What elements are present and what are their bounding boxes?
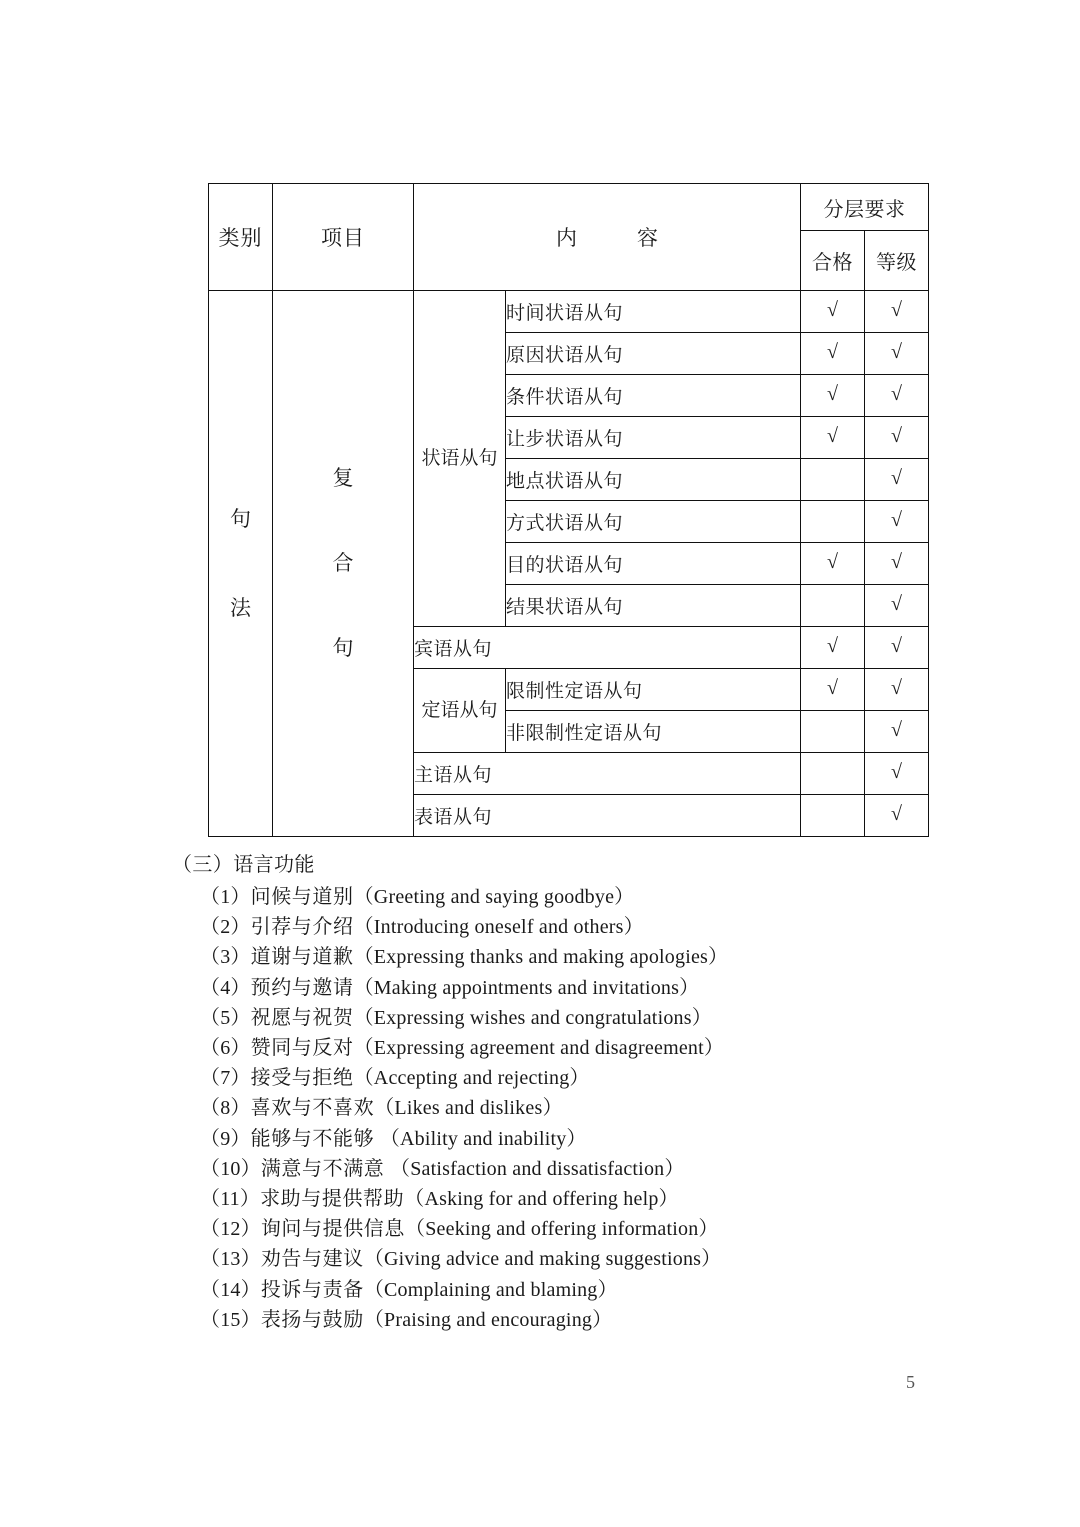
mark-grade-row-2: √ — [865, 333, 929, 375]
mark-pass-row-3: √ — [801, 375, 865, 417]
list-item-label-en: （Expressing agreement and disagreement） — [353, 1037, 725, 1060]
list-item-label-en: （Satisfaction and dissatisfaction） — [390, 1157, 685, 1180]
list-item — [200, 1214, 992, 1244]
content-purpose-adverbial-clause: 目的状语从句 — [506, 543, 801, 585]
content-reason-adverbial-clause: 原因状语从句 — [506, 333, 801, 375]
list-item — [200, 1093, 992, 1123]
list-item-label-zh: 引荐与介绍 — [250, 916, 354, 939]
content-non-restrictive-attributive-clause: 非限制性定语从句 — [506, 711, 801, 753]
list-item-label-en: （Accepting and rejecting） — [353, 1067, 590, 1090]
list-item-number: （10） — [200, 1157, 261, 1180]
list-item — [200, 942, 992, 972]
table-row — [209, 291, 929, 333]
list-item — [200, 1063, 992, 1093]
mark-pass-row-10: √ — [801, 669, 865, 711]
list-item-label-en: （Praising and encouraging） — [363, 1308, 613, 1331]
list-item-label-zh: 问候与道别 — [250, 886, 354, 908]
mark-pass-row-8 — [801, 585, 865, 627]
list-item-number: （5） — [200, 1006, 251, 1029]
list-item-label-en: （Ability and inability） — [379, 1127, 587, 1150]
header-category: 类别 — [209, 184, 273, 291]
mark-pass-row-12 — [801, 753, 865, 795]
category-char-1: 句 — [230, 506, 251, 531]
list-item-label-zh: 询问与提供信息 — [260, 1218, 406, 1241]
mark-grade-row-13: √ — [865, 795, 929, 837]
list-item-label-en: （Expressing wishes and congratulations） — [353, 1006, 712, 1029]
mark-grade-row-5: √ — [865, 459, 929, 501]
list-item-number: （6） — [200, 1037, 251, 1060]
list-item-label-en: （Seeking and offering information） — [405, 1218, 719, 1241]
list-item-number: （8） — [200, 1097, 251, 1120]
list-item-label-zh: 祝愿与祝贺 — [250, 1006, 354, 1029]
syntax-requirements-table-wrapper — [208, 183, 928, 837]
list-item-number: （11） — [200, 1188, 261, 1211]
list-item — [200, 973, 992, 1003]
item-char-3: 句 — [332, 636, 354, 660]
category-char-2: 法 — [230, 595, 251, 620]
mark-grade-row-10: √ — [865, 669, 929, 711]
list-item-label-en: （Greeting and saying goodbye） — [353, 886, 635, 908]
header-content-char1: 内 — [556, 226, 637, 250]
header-content — [414, 184, 801, 291]
list-item-number: （13） — [200, 1248, 261, 1271]
list-item-number: （1） — [200, 886, 251, 908]
list-item-number: （15） — [200, 1308, 261, 1331]
item-label-complex-sentence — [273, 291, 414, 837]
mark-pass-row-1: √ — [801, 291, 865, 333]
list-item — [200, 1033, 992, 1063]
list-item — [200, 1184, 992, 1214]
list-item-label-zh: 预约与邀请 — [250, 976, 354, 999]
content-restrictive-attributive-clause: 限制性定语从句 — [506, 669, 801, 711]
list-item — [200, 882, 992, 912]
list-item-number: （9） — [200, 1127, 251, 1150]
mark-grade-row-3: √ — [865, 375, 929, 417]
subgroup-attributive-clause: 定语从句 — [414, 669, 506, 753]
list-item-label-zh: 求助与提供帮助 — [260, 1188, 405, 1211]
mark-grade-row-9: √ — [865, 627, 929, 669]
mark-grade-row-4: √ — [865, 417, 929, 459]
section-title: （三）语言功能 — [172, 854, 315, 876]
list-item — [200, 912, 992, 942]
mark-grade-row-11: √ — [865, 711, 929, 753]
list-item-label-zh: 投诉与责备 — [260, 1278, 364, 1301]
page-number: 5 — [906, 1372, 915, 1392]
mark-pass-row-9: √ — [801, 627, 865, 669]
language-functions-section — [172, 848, 992, 1335]
item-char-2: 合 — [332, 551, 354, 575]
list-item-label-zh: 满意与不满意 — [260, 1157, 391, 1180]
mark-grade-row-12: √ — [865, 753, 929, 795]
list-item — [200, 1305, 992, 1335]
content-concession-adverbial-clause: 让步状语从句 — [506, 417, 801, 459]
content-condition-adverbial-clause: 条件状语从句 — [506, 375, 801, 417]
mark-grade-row-8: √ — [865, 585, 929, 627]
list-item-label-zh: 接受与拒绝 — [250, 1067, 354, 1090]
list-item-label-en: （Complaining and blaming） — [363, 1278, 618, 1301]
content-manner-adverbial-clause: 方式状语从句 — [506, 501, 801, 543]
list-item-label-zh: 喜欢与不喜欢 — [250, 1097, 375, 1120]
list-item-label-en: （Introducing oneself and others） — [353, 916, 644, 939]
list-item-label-en: （Expressing thanks and making apologies） — [353, 946, 729, 969]
list-item-label-zh: 表扬与鼓励 — [260, 1308, 364, 1331]
table-header-row-1 — [209, 184, 929, 231]
list-item-label-en: （Making appointments and invitations） — [353, 976, 700, 999]
mark-grade-row-6: √ — [865, 501, 929, 543]
language-functions-list — [172, 882, 992, 1335]
list-item-label-en: （Asking for and offering help） — [404, 1188, 679, 1211]
header-content-char2: 容 — [637, 226, 718, 250]
content-predicative-clause: 表语从句 — [414, 795, 801, 837]
content-subject-clause: 主语从句 — [414, 753, 801, 795]
list-item — [200, 1003, 992, 1033]
list-item-label-en: （Giving advice and making suggestions） — [363, 1248, 722, 1271]
list-item-label-zh: 道谢与道歉 — [250, 946, 354, 969]
list-item-label-zh: 能够与不能够 — [250, 1127, 380, 1150]
mark-grade-row-1: √ — [865, 291, 929, 333]
list-item — [200, 1154, 992, 1184]
list-item-label-zh: 劝告与建议 — [260, 1248, 364, 1271]
list-item-number: （2） — [200, 916, 251, 939]
list-item-label-en: （Likes and dislikes） — [374, 1097, 563, 1120]
list-item-label-zh: 赞同与反对 — [250, 1037, 354, 1060]
header-grade: 等级 — [865, 231, 929, 291]
header-tiered-requirements: 分层要求 — [801, 184, 929, 231]
list-item-number: （12） — [200, 1218, 261, 1241]
content-place-adverbial-clause: 地点状语从句 — [506, 459, 801, 501]
mark-pass-row-11 — [801, 711, 865, 753]
syntax-requirements-table — [208, 183, 929, 837]
category-label-syntax — [209, 291, 273, 837]
mark-pass-row-5 — [801, 459, 865, 501]
mark-pass-row-2: √ — [801, 333, 865, 375]
mark-pass-row-13 — [801, 795, 865, 837]
list-item — [200, 1124, 992, 1154]
content-time-adverbial-clause: 时间状语从句 — [506, 291, 801, 333]
mark-pass-row-7: √ — [801, 543, 865, 585]
mark-pass-row-6 — [801, 501, 865, 543]
subgroup-adverbial-clause: 状语从句 — [414, 291, 506, 627]
list-item-number: （7） — [200, 1067, 251, 1090]
content-object-clause: 宾语从句 — [414, 627, 801, 669]
item-char-1: 复 — [332, 466, 354, 490]
list-item — [200, 1275, 992, 1305]
mark-pass-row-4: √ — [801, 417, 865, 459]
header-pass: 合格 — [801, 231, 865, 291]
list-item — [200, 1244, 992, 1274]
list-item-number: （14） — [200, 1278, 261, 1301]
list-item-number: （4） — [200, 976, 251, 999]
header-item: 项目 — [273, 184, 414, 291]
mark-grade-row-7: √ — [865, 543, 929, 585]
content-result-adverbial-clause: 结果状语从句 — [506, 585, 801, 627]
list-item-number: （3） — [200, 946, 251, 969]
